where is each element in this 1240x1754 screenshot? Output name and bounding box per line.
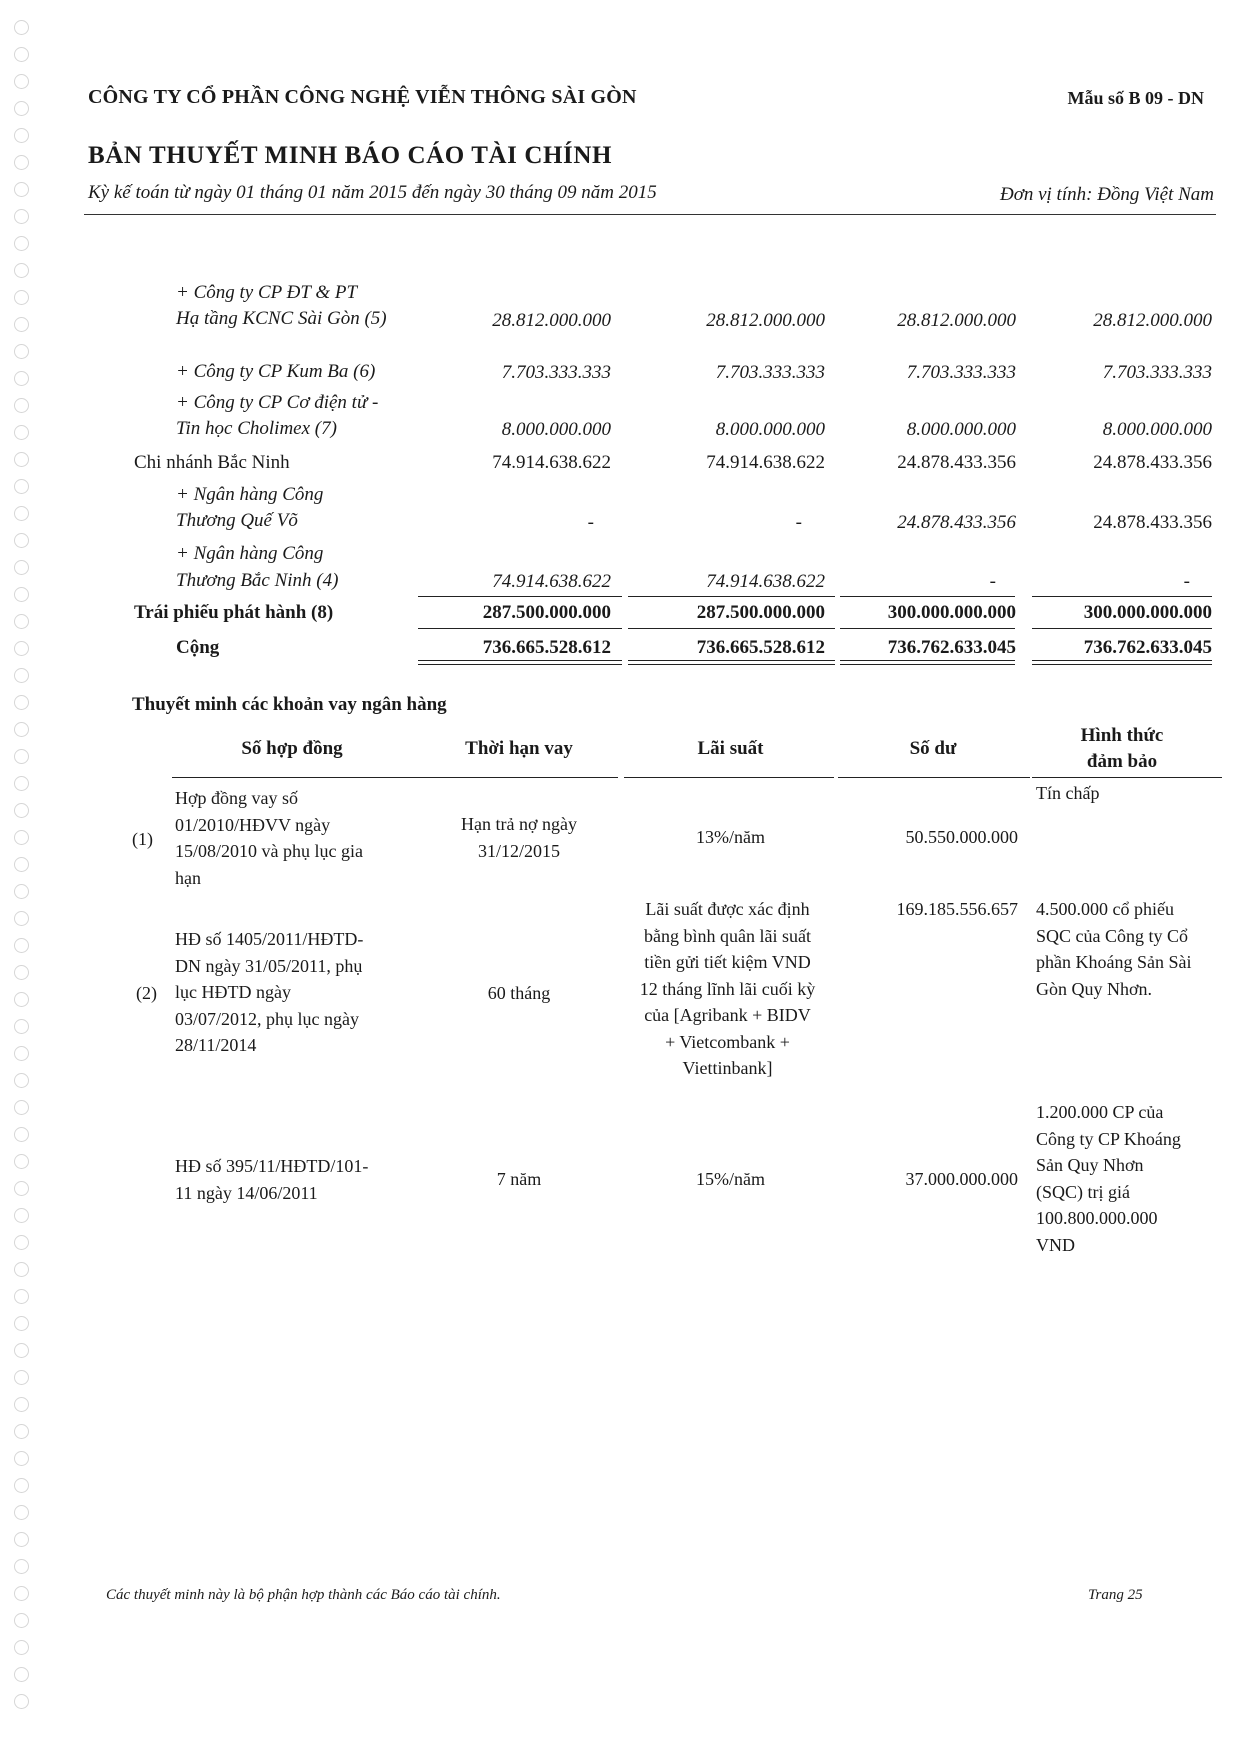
value-col-2: 287.500.000.000 <box>696 602 825 623</box>
binder-hole <box>14 398 29 413</box>
row-label-cont: Tin học Cholimex (7) <box>176 418 337 439</box>
binder-hole <box>14 47 29 62</box>
header-balance: Số dư <box>909 738 957 759</box>
rate-cell <box>628 1166 833 1193</box>
binder-hole <box>14 830 29 845</box>
value-col-3: 7.703.333.333 <box>906 362 1016 383</box>
collateral-line: Sản Quy Nhơn <box>1036 1155 1144 1175</box>
binder-hole <box>14 1694 29 1709</box>
binder-hole <box>14 1505 29 1520</box>
value-col-1: 28.812.000.000 <box>492 310 611 331</box>
row-number: (1) <box>132 829 153 849</box>
page-number: Trang 25 <box>1088 1587 1143 1603</box>
row-label: Trái phiếu phát hành (8) <box>134 602 334 623</box>
term-line: Hạn trả nợ ngày <box>461 814 577 834</box>
binder-hole <box>14 641 29 656</box>
term-cell <box>416 980 622 1007</box>
binder-hole <box>14 1424 29 1439</box>
value-col-3: 28.812.000.000 <box>897 310 1016 331</box>
binder-hole <box>14 533 29 548</box>
subtotal-rule <box>628 596 835 597</box>
binder-hole <box>14 1235 29 1250</box>
total-rule <box>418 628 622 629</box>
binder-hole <box>14 236 29 251</box>
value-col-3: 24.878.433.356 <box>897 512 1016 533</box>
value-col-3: - <box>989 571 996 592</box>
binder-hole <box>14 938 29 953</box>
binder-hole <box>14 965 29 980</box>
collateral-line: (SQC) trị giá <box>1036 1181 1130 1202</box>
loans-section-title: Thuyết minh các khoản vay ngân hàng <box>132 694 447 715</box>
value-col-4: - <box>1183 571 1190 592</box>
binder-hole <box>14 1640 29 1655</box>
contract-line: hạn <box>175 867 201 888</box>
binder-hole <box>14 803 29 818</box>
binder-hole <box>14 155 29 170</box>
binder-hole <box>14 209 29 224</box>
value-col-4: 7.703.333.333 <box>1102 362 1212 383</box>
rate-line: bằng bình quân lãi suất <box>644 925 811 946</box>
collateral-cell <box>1036 780 1212 807</box>
binder-hole <box>14 317 29 332</box>
total-col-3: 736.762.633.045 <box>887 637 1016 658</box>
binder-hole <box>14 857 29 872</box>
company-name: CÔNG TY CỔ PHẦN CÔNG NGHỆ VIỄN THÔNG SÀI GÒN <box>88 86 637 108</box>
value-col-1: 287.500.000.000 <box>482 602 611 623</box>
binder-hole <box>14 1397 29 1412</box>
header-term: Thời hạn vay <box>465 738 573 759</box>
header-rule <box>624 777 834 778</box>
binder-hole <box>14 128 29 143</box>
term-cell <box>416 811 622 864</box>
binder-hole <box>14 695 29 710</box>
row-label-cont: Thương Quế Võ <box>176 510 298 531</box>
binder-hole <box>14 1208 29 1223</box>
total-double-rule <box>418 660 622 665</box>
binder-hole <box>14 506 29 521</box>
binder-hole <box>14 911 29 926</box>
collateral-line: Công ty CP Khoáng <box>1036 1128 1181 1149</box>
value-col-2: 74.914.638.622 <box>706 571 825 592</box>
term-line: 60 tháng <box>487 983 551 1003</box>
total-col-1: 736.665.528.612 <box>482 637 611 658</box>
header-collateral: Hình thức <box>1080 725 1164 746</box>
collateral-line: Tín chấp <box>1036 783 1100 803</box>
binder-hole <box>14 1127 29 1142</box>
binder-hole <box>14 1667 29 1682</box>
header-rule <box>1032 777 1222 778</box>
collateral-line: VND <box>1036 1234 1075 1255</box>
binder-hole <box>14 992 29 1007</box>
value-col-2: 28.812.000.000 <box>706 310 825 331</box>
header-divider <box>84 214 1216 215</box>
binder-hole <box>14 1370 29 1385</box>
binder-hole <box>14 1451 29 1466</box>
rate-line: Lãi suất được xác định <box>645 899 810 919</box>
currency-unit: Đơn vị tính: Đồng Việt Nam <box>999 184 1214 205</box>
value-col-1: 8.000.000.000 <box>501 419 611 440</box>
total-double-rule <box>628 660 835 665</box>
collateral-line: 1.200.000 CP của <box>1036 1102 1164 1122</box>
value-col-4: 24.878.433.356 <box>1093 452 1212 473</box>
header-rate: Lãi suất <box>697 738 764 759</box>
contract-cell <box>175 926 397 1059</box>
collateral-line: 100.800.000.000 <box>1036 1208 1158 1228</box>
term-cell <box>416 1166 622 1193</box>
row-label-cont: Hạ tầng KCNC Sài Gòn (5) <box>176 308 387 329</box>
value-col-4: 24.878.433.356 <box>1093 512 1212 533</box>
binder-hole <box>14 101 29 116</box>
total-double-rule <box>1032 660 1212 665</box>
binder-hole <box>14 1613 29 1628</box>
binder-hole <box>14 1316 29 1331</box>
binder-hole <box>14 1289 29 1304</box>
rate-line: 13%/năm <box>696 827 765 847</box>
binder-hole <box>14 1478 29 1493</box>
total-col-4: 736.762.633.045 <box>1083 637 1212 658</box>
row-label: + Ngân hàng Công <box>176 484 324 505</box>
contract-cell <box>175 785 381 891</box>
collateral-line: phần Khoáng Sản Sài <box>1036 952 1192 972</box>
contract-line: HĐ số 395/11/HĐTD/101- <box>175 1156 369 1176</box>
contract-line: 28/11/2014 <box>175 1035 257 1055</box>
row-label: + Công ty CP Kum Ba (6) <box>176 361 376 382</box>
header-collateral-cont: đảm bảo <box>1086 751 1158 772</box>
contract-line: 01/2010/HĐVV ngày <box>175 814 331 835</box>
binder-hole <box>14 371 29 386</box>
contract-line: lục HĐTD ngày <box>175 982 291 1002</box>
binder-hole <box>14 1154 29 1169</box>
collateral-line: Gòn Quy Nhơn. <box>1036 978 1153 999</box>
contract-line: DN ngày 31/05/2011, phụ <box>175 955 363 976</box>
header-rule <box>838 777 1030 778</box>
binder-hole <box>14 20 29 35</box>
collateral-line: SQC của Công ty Cổ <box>1036 925 1189 946</box>
header-contract: Số hợp đồng <box>241 738 343 759</box>
binder-hole <box>14 74 29 89</box>
binder-hole <box>14 1100 29 1115</box>
rate-line: 15%/năm <box>696 1169 765 1189</box>
binder-hole <box>14 290 29 305</box>
value-col-2: - <box>795 512 802 533</box>
rate-line: + Vietcombank + <box>665 1031 790 1052</box>
total-rule <box>840 628 1015 629</box>
subtotal-rule <box>1032 596 1212 597</box>
binder-hole <box>14 344 29 359</box>
rate-line: Viettinbank] <box>682 1058 773 1078</box>
binder-hole <box>14 452 29 467</box>
rate-cell <box>628 824 833 851</box>
value-col-3: 24.878.433.356 <box>897 452 1016 473</box>
value-col-4: 28.812.000.000 <box>1093 310 1212 331</box>
binder-hole <box>14 1073 29 1088</box>
value-col-1: - <box>587 512 594 533</box>
header-rule <box>172 777 618 778</box>
contract-cell <box>175 1153 407 1206</box>
binder-hole <box>14 1343 29 1358</box>
contract-line: Hợp đồng vay số <box>175 788 299 808</box>
total-rule <box>1032 628 1212 629</box>
value-col-1: 7.703.333.333 <box>501 362 611 383</box>
value-col-1: 74.914.638.622 <box>492 571 611 592</box>
binder-hole <box>14 1046 29 1061</box>
binder-hole <box>14 263 29 278</box>
binder-hole <box>14 182 29 197</box>
total-label: Cộng <box>176 637 220 658</box>
binder-hole <box>14 1019 29 1034</box>
reporting-period: Kỳ kế toán từ ngày 01 tháng 01 năm 2015 đến ngày 30 tháng 09 năm 2015 <box>88 182 657 203</box>
term-line: 7 năm <box>496 1169 542 1189</box>
row-number: (2) <box>136 983 157 1003</box>
binder-hole <box>14 1559 29 1574</box>
total-rule <box>628 628 835 629</box>
balance-cell: 50.550.000.000 <box>905 827 1018 847</box>
total-double-rule <box>840 660 1015 665</box>
subtotal-rule <box>840 596 1015 597</box>
row-label: + Công ty CP ĐT & PT <box>176 282 358 303</box>
rate-line: 12 tháng lĩnh lãi cuối kỳ <box>639 978 816 999</box>
binder-hole <box>14 479 29 494</box>
row-label: Chi nhánh Bắc Ninh <box>134 452 290 473</box>
value-col-3: 300.000.000.000 <box>887 602 1016 623</box>
total-col-2: 736.665.528.612 <box>696 637 825 658</box>
value-col-2: 8.000.000.000 <box>715 419 825 440</box>
binder-holes <box>6 20 40 1740</box>
binder-hole <box>14 1181 29 1196</box>
binder-hole <box>14 560 29 575</box>
binder-hole <box>14 884 29 899</box>
form-code: Mẫu số B 09 - DN <box>1067 88 1204 108</box>
value-col-2: 7.703.333.333 <box>715 362 825 383</box>
balance-cell: 169.185.556.657 <box>896 899 1018 919</box>
contract-line: HĐ số 1405/2011/HĐTD- <box>175 929 364 949</box>
collateral-line: 4.500.000 cổ phiếu <box>1036 899 1174 919</box>
value-col-4: 300.000.000.000 <box>1083 602 1212 623</box>
contract-line: 15/08/2010 và phụ lục gia <box>175 841 363 861</box>
subtotal-rule <box>418 596 622 597</box>
binder-hole <box>14 1532 29 1547</box>
binder-hole <box>14 749 29 764</box>
balance-cell: 37.000.000.000 <box>905 1169 1018 1189</box>
row-label: + Ngân hàng Công <box>176 543 324 564</box>
rate-line: của [Agribank + BIDV <box>644 1005 811 1025</box>
binder-hole <box>14 425 29 440</box>
rate-line: tiền gửi tiết kiệm VND <box>644 952 811 972</box>
binder-hole <box>14 776 29 791</box>
binder-hole <box>14 1586 29 1601</box>
row-label: + Công ty CP Cơ điện tử - <box>176 392 379 413</box>
binder-hole <box>14 722 29 737</box>
contract-line: 03/07/2012, phụ lục ngày <box>175 1008 359 1029</box>
contract-line: 11 ngày 14/06/2011 <box>175 1182 318 1203</box>
rate-cell <box>620 896 835 1082</box>
value-col-2: 74.914.638.622 <box>706 452 825 473</box>
term-line: 31/12/2015 <box>477 840 560 861</box>
footer-note: Các thuyết minh này là bộ phận hợp thành các Báo cáo tài chính. <box>106 1587 501 1603</box>
row-label-cont: Thương Bắc Ninh (4) <box>176 570 339 591</box>
value-col-4: 8.000.000.000 <box>1102 419 1212 440</box>
binder-hole <box>14 1262 29 1277</box>
binder-hole <box>14 614 29 629</box>
binder-hole <box>14 587 29 602</box>
document-title: BẢN THUYẾT MINH BÁO CÁO TÀI CHÍNH <box>88 142 613 169</box>
binder-hole <box>14 668 29 683</box>
value-col-1: 74.914.638.622 <box>492 452 611 473</box>
value-col-3: 8.000.000.000 <box>906 419 1016 440</box>
collateral-cell <box>1036 896 1212 1002</box>
collateral-cell <box>1036 1099 1212 1258</box>
